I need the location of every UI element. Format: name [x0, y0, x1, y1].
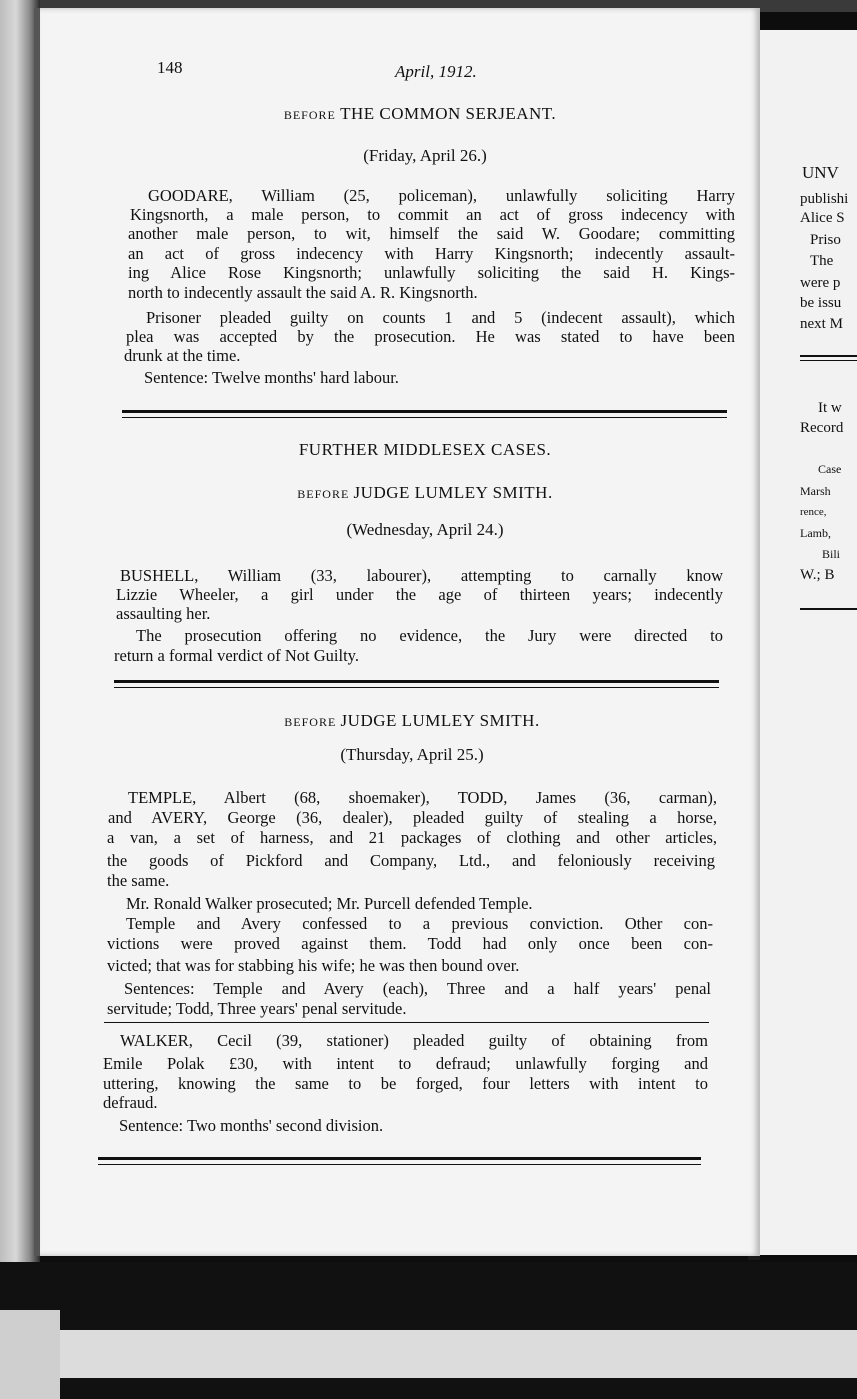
proceedings-line: victed; that was for stabbing his wife; he was then bound over. — [107, 956, 520, 975]
facing-fragment: The — [810, 253, 834, 269]
case-text-line: GOODARE, William (25, policeman), unlawfully soliciting Harry — [148, 186, 735, 205]
section-divider-thick — [122, 410, 727, 413]
case-text-line: a van, a set of harness, and 21 packages of clothing and other articles, — [107, 828, 717, 847]
facing-fragment: next M — [800, 316, 843, 332]
case-text-line: TEMPLE, Albert (68, shoemaker), TODD, James (36, carman), — [128, 788, 717, 807]
facing-fragment: Case — [818, 462, 842, 476]
proceedings-line: plea was accepted by the prosecution. He was stated to have been — [126, 327, 735, 346]
page-number: 148 — [157, 58, 183, 77]
case-text-line: WALKER, Cecil (39, stationer) pleaded guilty of obtaining from — [120, 1031, 708, 1050]
facing-rule — [800, 608, 857, 610]
facing-rule — [800, 355, 857, 357]
section-heading — [120, 104, 720, 125]
case-text-line: Emile Polak £30, with intent to defraud; unlawfully forging and — [103, 1054, 708, 1073]
sentence-line: Sentence: Twelve months' hard labour. — [144, 368, 399, 387]
sitting-date: (Friday, April 26.) — [363, 146, 487, 165]
facing-fragment: Marsh — [800, 484, 831, 498]
case-text-line: assaulting her. — [116, 604, 211, 623]
case-text-line: another male person, to wit, himself the said W. Goodare; committing — [128, 224, 735, 243]
facing-rule — [800, 360, 857, 361]
proceedings-line: return a formal verdict of Not Guilty. — [114, 646, 359, 665]
case-text-line: defraud. — [103, 1093, 158, 1112]
proceedings-line: Prisoner pleaded guilty on counts 1 and 5 (indecent assault), which — [146, 308, 735, 327]
facing-fragment: were p — [800, 275, 841, 291]
scan-background — [60, 1330, 857, 1378]
section-divider-thick — [114, 680, 719, 683]
proceedings-line: The prosecution offering no evidence, the Jury were directed to — [136, 626, 723, 645]
proceedings-line: Mr. Ronald Walker prosecuted; Mr. Purcell defended Temple. — [126, 894, 533, 913]
case-text-line: and AVERY, George (36, dealer), pleaded guilty of stealing a horse, — [108, 808, 717, 827]
case-text-line: uttering, knowing the same to be forged, four letters with intent to — [103, 1074, 708, 1093]
page-date-header: April, 1912. — [395, 62, 477, 81]
sitting-date: (Wednesday, April 24.) — [346, 520, 504, 539]
proceedings-line: drunk at the time. — [124, 346, 241, 365]
section-divider-thin — [114, 687, 719, 688]
facing-fragment: publishi — [800, 191, 849, 207]
judge-name: JUDGE LUMLEY SMITH. — [353, 483, 553, 502]
section-divider-thick — [98, 1157, 701, 1160]
facing-fragment: W.; B — [800, 567, 835, 583]
heading-prefix: BEFORE — [284, 715, 337, 729]
court-name: THE COMMON SERJEANT. — [340, 104, 557, 123]
sentence-line: servitude; Todd, Three years' penal servitude. — [107, 999, 407, 1018]
case-text-line: Lizzie Wheeler, a girl under the age of thirteen years; indecently — [116, 585, 723, 604]
case-text-line: Kingsnorth, a male person, to commit an act of gross indecency with — [130, 205, 735, 224]
heading-prefix: BEFORE — [297, 487, 350, 501]
section-title: FURTHER MIDDLESEX CASES. — [298, 440, 552, 459]
section-divider-thin — [122, 417, 727, 418]
case-text-line: BUSHELL, William (33, labourer), attempting to carnally know — [120, 566, 723, 585]
section-heading — [112, 711, 712, 732]
sentence-line: Sentences: Temple and Avery (each), Three and a half years' penal — [124, 979, 711, 998]
case-text-line: the goods of Pickford and Company, Ltd., and feloniously receiving — [107, 851, 715, 870]
sitting-date: (Thursday, April 25.) — [340, 745, 484, 764]
facing-fragment: Bili — [822, 547, 841, 561]
case-text-line: ing Alice Rose Kingsnorth; unlawfully soliciting the said H. Kings- — [128, 263, 735, 282]
case-text-line: the same. — [107, 871, 170, 890]
case-text-line: north to indecently assault the said A. R. Kingsnorth. — [128, 283, 478, 302]
facing-fragment: be issu — [800, 295, 842, 311]
sentence-line: Sentence: Two months' second division. — [119, 1116, 384, 1135]
facing-fragment: UNV — [802, 163, 839, 182]
judge-name: JUDGE LUMLEY SMITH. — [340, 711, 540, 730]
facing-page — [758, 30, 857, 1255]
facing-fragment: Lamb, — [800, 526, 831, 540]
scan-background — [0, 1310, 60, 1399]
facing-fragment: Priso — [810, 232, 841, 248]
case-text-line: an act of gross indecency with Harry Kingsnorth; indecently assault- — [128, 244, 735, 263]
heading-prefix: BEFORE — [283, 108, 336, 122]
case-divider — [104, 1022, 709, 1023]
facing-fragment: Alice S — [800, 210, 845, 226]
facing-fragment: Record — [800, 420, 844, 436]
section-heading — [125, 483, 725, 504]
facing-fragment: rence, — [800, 506, 827, 518]
proceedings-line: victions were proved against them. Todd had only once been con- — [107, 934, 713, 953]
facing-fragment: It w — [818, 400, 842, 416]
proceedings-line: Temple and Avery confessed to a previous conviction. Other con- — [126, 914, 713, 933]
section-divider-thin — [98, 1164, 701, 1165]
